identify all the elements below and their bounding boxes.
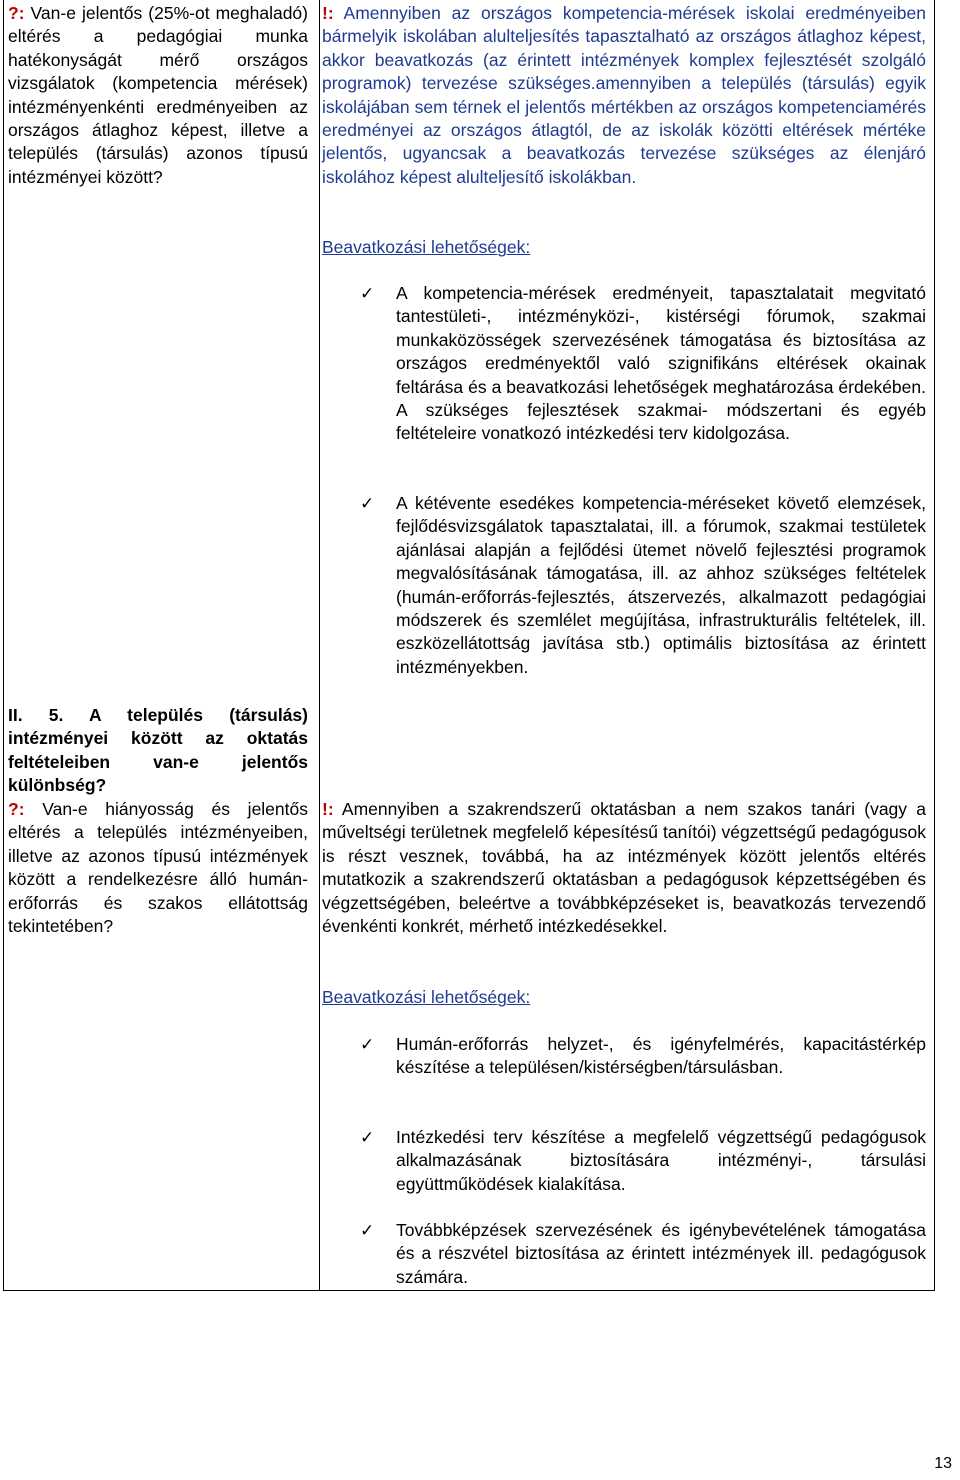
answer-2-text: Amennyiben a szakrendszerű oktatásban a nem szakos tanári (vagy a műveltségi területnek megfelelő képesítésű tanítói) végzettségű pedagógusok is részt vesznek, továbbá, ha az intézmények között jelentős eltérés mutatkozik a szakrendszerű oktatásban a pedagógusok képzettségében és végzettségében, beleértve a továbbképzéseket is, beavatkozás tervezendő évenkénti konkrét, mérhető intézkedésekkel. (322, 799, 926, 937)
question-2 (8, 798, 308, 938)
subheading-1-text: Beavatkozási lehetőségek: (322, 237, 531, 257)
exclamation-mark: !: (322, 799, 334, 819)
bullet-text: Továbbképzések szervezésének és igénybevételének támogatása és a részvétel biztosítása az érintett intézmények ill. pedagógusok számára. (396, 1220, 926, 1287)
bullet-item (322, 492, 926, 679)
bullet-item (322, 1033, 926, 1080)
bullet-text: Intézkedési terv készítése a megfelelő végzettségű pedagógusok alkalmazásának biztosítására intézményi-, társulási együttműködések kialakítása. (396, 1127, 926, 1194)
section-heading: II. 5. A település (társulás) intézményei között az oktatás feltételeiben van-e jelentős különbség? (8, 705, 308, 796)
checkmark-icon: ✓ (360, 1128, 375, 1147)
bullet-text: A kétévente esedékes kompetencia-méréseket követő elemzések, fejlődésvizsgálatok tapasztalatai, ill. a fórumok, szakmai testületek ajánlásai alapján a fejlődési ütemet növelő fejlesztési programok megvalósításának támogatása, ill. az ahhoz szükséges feltételek (humán-erőforrás-fejlesztés, átszervezés, alkalmazott pedagógiai módszerek és szemlélet megújítása, infrastrukturális feltételek, ill. eszközellátottság javítása stb.) optimális biztosítása az érintett intézményekben. (396, 493, 926, 677)
exclamation-mark: !: (322, 3, 334, 23)
checkmark-icon: ✓ (360, 494, 375, 513)
column-divider (319, 0, 320, 1290)
question-2-text: Van-e hiányosság és jelentős eltérés a település intézményeiben, illetve az azonos típusú intézmények között a rendelkezésre álló humán- erőforrás és szakos ellátottság tekintetében? (8, 799, 308, 937)
checkmark-icon: ✓ (360, 284, 375, 303)
bullet-item (322, 1219, 926, 1289)
subheading-2-text: Beavatkozási lehetőségek: (322, 987, 531, 1007)
answer-1 (322, 2, 926, 189)
checkmark-icon: ✓ (360, 1221, 375, 1240)
bullet-item (322, 1126, 926, 1196)
answer-1-text: Amennyiben az országos kompetencia-mérések iskolai eredményeiben bármelyik iskolában alulteljesítés tapasztalható az országos átlaghoz képest, akkor beavatkozás (az érintett intézmények komplex fejlesztését szolgáló programok) tervezése szükséges.amennyiben a település (társulás) egyik iskolájában sem térnek el jelentős mértékben az országos kompetenciamérés eredményei az országos átlagtól, de az iskolák közötti eltérések mértéke jelentős, ugyancsak a beavatkozás tervezése szükséges az élenjáró iskolához képest alulteljesítő iskolákban. (322, 3, 926, 187)
question-mark: ?: (8, 3, 25, 23)
checkmark-icon: ✓ (360, 1035, 375, 1054)
page-number: 13 (934, 1455, 952, 1472)
answer-2 (322, 798, 926, 938)
question-1 (8, 2, 308, 189)
bullet-item (322, 282, 926, 446)
subheading-1 (322, 236, 926, 259)
bullet-text: A kompetencia-mérések eredményeit, tapasztalatait megvitató tantestületi-, intézményközi-, kistérségi fórumok, szakmai munkaközösségek szervezésének támogatása és biztosítása az országos eredményektől való szignifikáns eltérések okainak feltárása és a beavatkozási lehetőségek meghatározása érdekében. A szükséges fejlesztések szakmai- módszertani és egyéb feltételeire vonatkozó intézkedési terv kidolgozása. (396, 283, 926, 444)
bullet-text: Humán-erőforrás helyzet-, és igényfelmérés, kapacitástérkép készítése a településen/kistérségben/társulásban. (396, 1034, 926, 1078)
question-1-text: Van-e jelentős (25%-ot meghaladó) eltérés a pedagógiai munka hatékonyságát mérő országos vizsgálatok (kompetencia mérések) intézményenkénti eredményeiben az országos átlaghoz képest, illetve a település (társulás) azonos típusú intézményei között? (8, 3, 308, 187)
subheading-2 (322, 986, 926, 1009)
question-mark: ?: (8, 799, 25, 819)
